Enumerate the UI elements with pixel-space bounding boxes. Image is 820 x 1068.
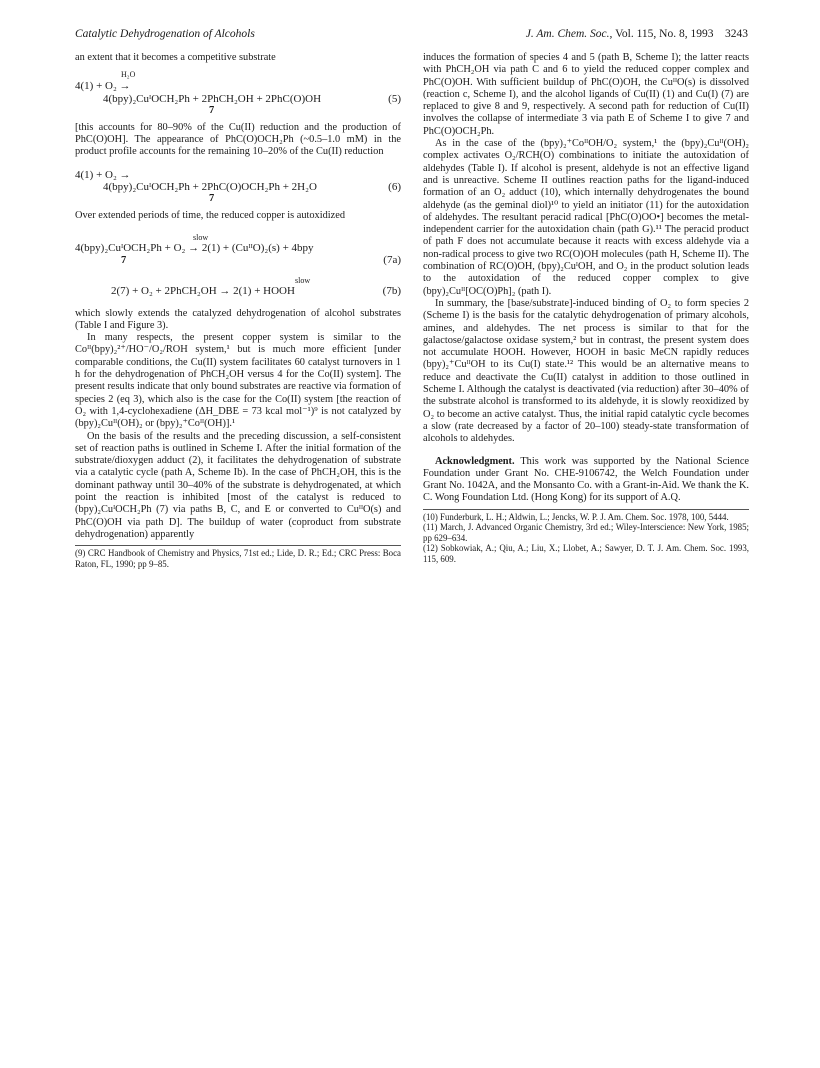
eq7a-text: 4(bpy)₂CuᴵOCH₂Ph + O₂ → 2(1) + (CuᴵᴵO)₂(s) + 4bpy [75,241,314,254]
page-number: 3243 [725,28,748,40]
running-title: Catalytic Dehydrogenation of Alcohols [75,28,255,40]
eq5-lhs: 4(1) + O₂ → [75,80,131,93]
footnote-11: (11) March, J. Advanced Organic Chemistry, 3rd ed.; Wiley-Interscience: New York, 1985; pp 629–634. [423,522,749,543]
paragraph-species-formation: induces the formation of species 4 and 5 (path B, Scheme I); the latter reacts with PhCH₂OH via path C and 6 to yield the reduced copper complex and PhC(O)OH. With sufficient buildup of PhC(O)OH, the CuᴵᴵO(s) is dissolved (reaction c, Scheme I), and the alcohol ligands of Cu(II) (1) and Cu(I) (7) are replaced to give 8 and 9, respectively. A second path for reduction of Cu(II) involves the collapse of intermediate 3 via path E of Scheme I to give 7 and PhC(O)OCH₂Ph. [423,52,749,137]
eq7a-slow-label: slow [193,232,209,242]
journal-volume: Vol. 115, No. 8, 1993 [615,28,714,40]
eq5-condition: H₂O [121,70,136,80]
paragraph-extends-dehydrogenation: which slowly extends the catalyzed dehydrogenation of alcohol substrates (Table I and Figure 3). [75,307,401,331]
acknowledgment-body: This work was supported by the National Science Foundation under Grant No. CHE-9106742, the Welch Foundation under Grant No. 1042A, and the Monsanto Co. with a Grant-in-Aid. We thank the K. C. Wong Foundation Ltd. (Hong Kong) for its support of A.Q. [423,455,750,504]
eq7a-number: (7a) [383,253,401,266]
paragraph-reaction-paths: On the basis of the results and the preceding discussion, a self-consistent set of reaction paths is outlined in Scheme I. After the initial formation of the substrate/dioxygen adduct (2), it facilitates the dehydrogenation of substrate via a catalytic cycle (path A, Scheme Ib). In the case of PhCH₂OH, this is the dominant pathway until 30–40% of the substrate is dehydrogenated, at which point the reaction is inhibited [most of the catalyst is reduced to (bpy)₂CuᴵOCH₂Ph (7) via paths B, C, and E or converted to CuᴵᴵO(s) and PhC(O)OH via path D]. The buildup of water (coproduct from substrate dehydrogenation) apparently [75,430,401,540]
paragraph-cu-reduction: [this accounts for 80–90% of the Cu(II) reduction and the production of PhC(O)OH]. The appearance of PhC(O)OCH₂Ph (~0.5–1.0 mM) in the product profile accounts for the remaining 10–20% of the Cu(II) reduction [75,121,401,158]
eq6-rhs: 4(bpy)₂CuᴵOCH₂Ph + 2PhC(O)OCH₂Ph + 2H₂O [103,181,317,194]
journal-name: J. Am. Chem. Soc., [525,28,613,40]
equation-7a [75,233,401,267]
right-column [423,52,749,564]
footnote-10: (10) Funderburk, L. H.; Aldwin, L.; Jencks, W. P. J. Am. Chem. Soc. 1978, 100, 5444. [423,511,729,522]
equation-7b [75,276,401,297]
eq6-lhs: 4(1) + O₂ → [75,168,131,181]
footnote-divider [75,545,401,546]
eq7b-number: (7b) [382,285,401,298]
equation-6 [75,169,401,205]
footnote-divider-right [423,509,749,510]
journal-citation-header [526,28,748,40]
eq5-compound-label: 7 [209,104,215,116]
paragraph-autoxidized: Over extended periods of time, the reduced copper is autoxidized [75,210,345,222]
acknowledgment [423,456,749,505]
footnote-9: (9) CRC Handbook of Chemistry and Physics, 71st ed.; Lide, D. R.; Ed.; CRC Press: Boca Raton, FL, 1990; pp 9–85. [75,548,401,569]
intro-line: an extent that it becomes a competitive substrate [75,52,276,63]
left-column [75,52,401,569]
eq5-number: (5) [388,92,401,105]
footnote-12: (12) Sobkowiak, A.; Qiu, A.; Liu, X.; Llobet, A.; Sawyer, D. T. J. Am. Chem. Soc. 1993, 115, 609. [423,543,749,564]
paragraph-comparison-cobalt: In many respects, the present copper system is similar to the Coᴵᴵ(bpy)₂²⁺/HO⁻/O₂/ROH system,¹ but is much more efficient [under comparable conditions, the Cu(II) system facilitates 60 catalyst turnovers in 1 h for the dehydrogenation of PhCH₂OH versus 4 for the Co(II) system]. The present results indicate that only bound substrates are reactive via formation of species 2 (eq 3), which also is the case for the Co(II) system [the reaction of O₂ with 1,4-cyclohexadiene (ΔH_DBE = 73 kcal mol⁻¹)⁹ is not catalyzed by (bpy)₂Cuᴵᴵ(OH)₂ or (bpy)₂⁺Coᴵᴵ(OH)].¹ [75,332,402,430]
eq7b-slow-label: slow [295,276,311,286]
acknowledgment-heading: Acknowledgment. [435,455,515,467]
eq7a-compound-label: 7 [121,254,127,266]
eq7b-text: 2(7) + O₂ + 2PhCH₂OH → 2(1) + HOOH [111,285,295,298]
paragraph-summary: In summary, the [base/substrate]-induced binding of O₂ to form species 2 (Scheme I) is the basis for the catalytic dehydrogenation of primary alcohols, amines, and aldehydes. The net process is similar to that for the galactose/galactose oxidase system,² but in contrast, the present system does not accumulate HOOH. However, HOOH in basic MeCN rapidly reduces (bpy)₂⁺CuᴵᴵOH to its Cu(I) state.¹² This would be an alternative means to reduce and deactivate the Cu(II) catalyst in addition to those outlined in Scheme I. Although the catalyst is deactivated (via reduction) after 30–40% of the substrate alcohol is transformed to its aldehyde, it is slowly reoxidized by O₂ to become an active catalyst. Thus, the initial rapid catalytic cycle becomes a slow (rate decreased by a factor of 20–100) steady-state transformation of alcohols to aldehydes. [423,297,749,445]
equation-5 [75,70,401,116]
eq5-rhs: 4(bpy)₂CuᴵOCH₂Ph + 2PhCH₂OH + 2PhC(O)OH [103,92,322,105]
eq6-number: (6) [388,181,401,194]
eq6-compound-label: 7 [209,193,215,205]
paragraph-aldehyde-autoxidation: As in the case of the (bpy)₂⁺CoᴵᴵOH/O₂ system,¹ the (bpy)₂Cuᴵᴵ(OH)₂ complex activates O₂/RCH(O) combinations to initiate the autoxidation of aldehydes (Table I). If alcohol is present, aldehyde is not an effective ligand and is unreactive. Scheme II outlines reaction paths for the ligand-induced formation of an O₂ adduct (10), which internally dehydrogenates the bound aldehyde (as the geminal diol)¹⁰ to yield an initiator (11) for the autoxidation of aldehydes. The resultant peracid radical [PhC(O)OO•] becomes the metal-independent carrier for the autoxidation chain (path G).¹¹ The peracid product of path F does not accumulate because it reacts with excess aldehyde via a non-radical process to give two RC(O)OH molecules (path H, Scheme II). The combination of RC(O)OH, (bpy)₂CuᴵOH, and O₂ in the product solution leads to the autoxidation of the reduced copper complex to give (bpy)₂Cuᴵᴵ[OC(O)Ph]₂ (path I). [423,138,749,297]
